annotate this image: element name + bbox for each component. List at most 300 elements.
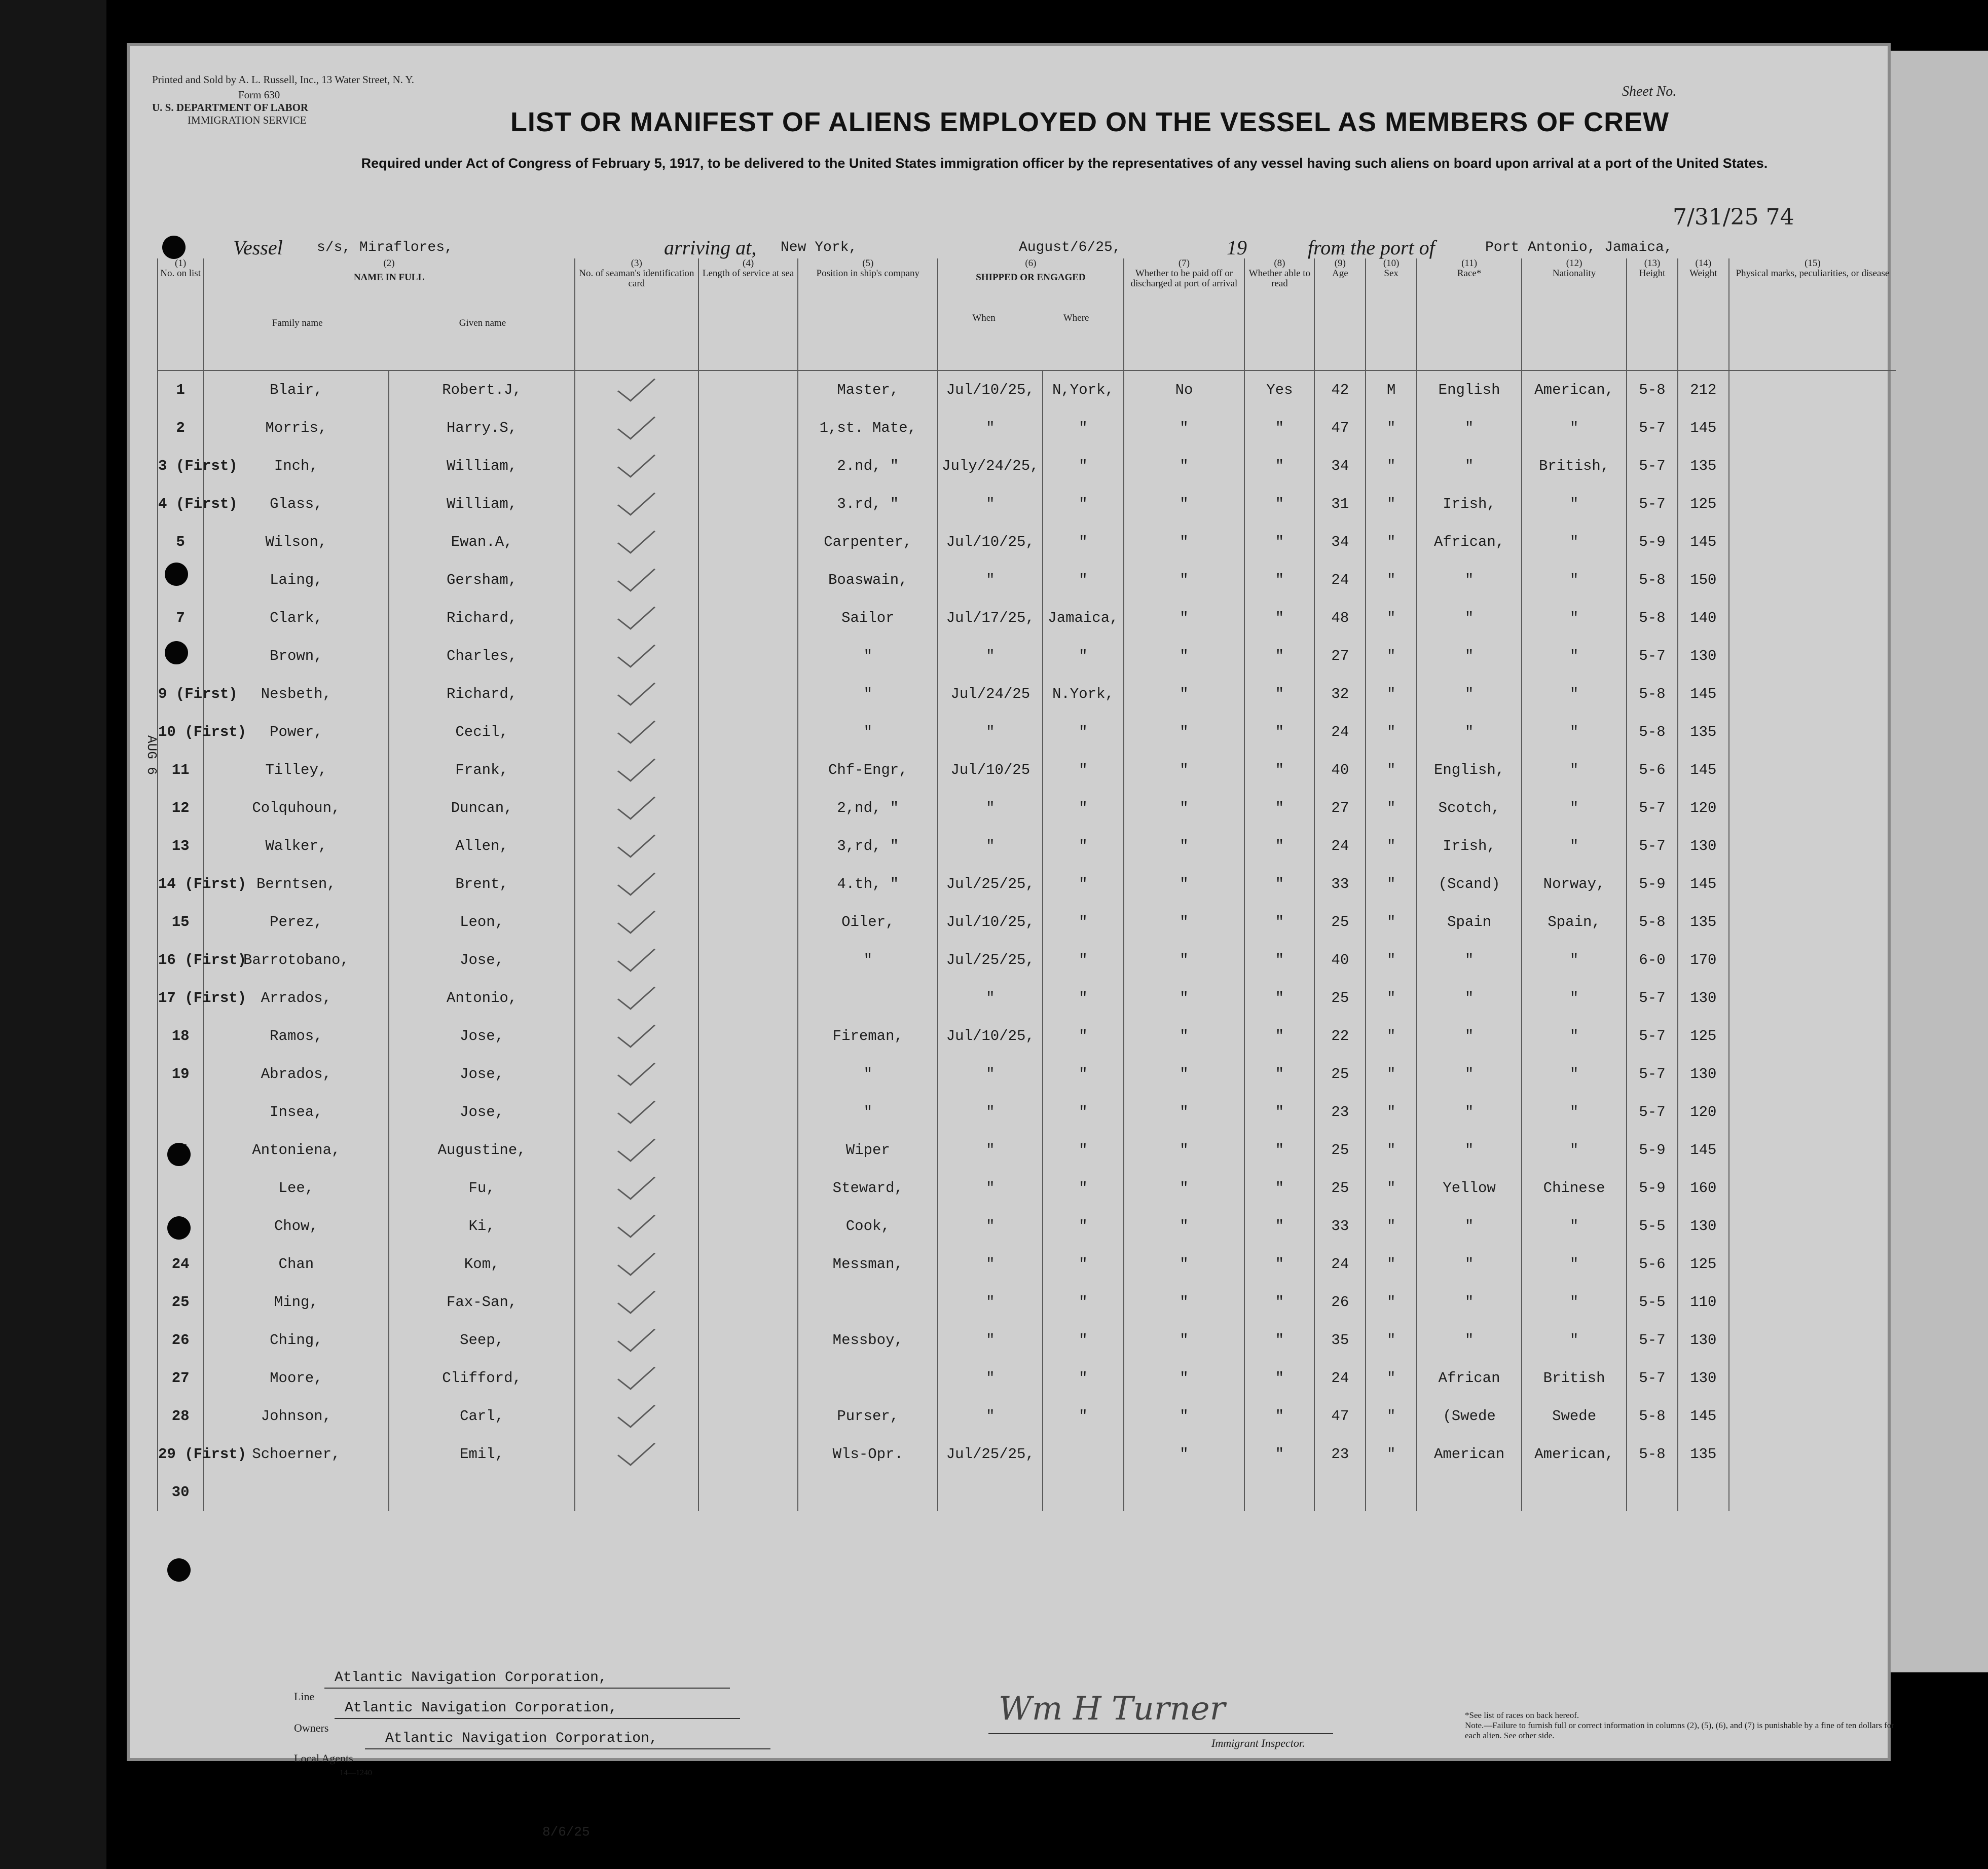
cell-sex: " — [1366, 1397, 1417, 1435]
cell-no: 9 (First) — [158, 675, 203, 713]
inspector-signature: Wm H Turner — [999, 1690, 1226, 1728]
cell-family: Barrotobano, — [203, 941, 389, 979]
cell-age — [1314, 1473, 1366, 1511]
cell-marks — [1729, 1093, 1896, 1131]
cell-nationality: " — [1522, 675, 1627, 713]
cell-no — [158, 1093, 203, 1131]
table-row — [158, 1017, 1896, 1055]
col-header-name: (2) NAME IN FULL Family name Given name — [203, 258, 575, 370]
cell-paid: " — [1124, 789, 1245, 827]
cell-where: " — [1043, 1321, 1123, 1359]
col-header-height: (13) Height — [1627, 258, 1678, 370]
cell-paid: " — [1124, 1435, 1245, 1473]
cell-height: 5-7 — [1627, 485, 1678, 523]
cell-read: " — [1244, 1093, 1314, 1131]
cell-marks — [1729, 485, 1896, 523]
checkmark-icon — [617, 559, 655, 591]
cell-nationality: " — [1522, 523, 1627, 561]
cell-when: Jul/17/25, — [938, 599, 1043, 637]
given-name-header: Given name — [459, 318, 506, 328]
cell-family: Insea, — [203, 1093, 389, 1131]
cell-read: " — [1244, 865, 1314, 903]
department-label: U. S. DEPARTMENT OF LABOR — [152, 101, 309, 114]
cell-given: Jose, — [389, 1017, 574, 1055]
table-row — [158, 561, 1896, 599]
cell-weight: 130 — [1678, 1055, 1729, 1093]
cell-where: " — [1043, 409, 1123, 447]
cell-weight: 145 — [1678, 865, 1729, 903]
cell-race: " — [1417, 1017, 1522, 1055]
cell-weight: 145 — [1678, 1397, 1729, 1435]
cell-check — [575, 1093, 698, 1131]
cell-sex: " — [1366, 1283, 1417, 1321]
cell-weight: 125 — [1678, 1017, 1729, 1055]
inspector-label: Immigrant Inspector. — [1211, 1737, 1305, 1749]
cell-check — [575, 1321, 698, 1359]
cell-sex: " — [1366, 1169, 1417, 1207]
cell-sex: " — [1366, 1093, 1417, 1131]
binder-hole — [165, 641, 188, 664]
checkmark-icon — [617, 1281, 655, 1314]
cell-where: " — [1043, 1359, 1123, 1397]
agents-label: Local Agents — [294, 1752, 353, 1765]
cell-position: Fireman, — [798, 1017, 938, 1055]
cell-service — [698, 1245, 798, 1283]
cell-read: " — [1244, 637, 1314, 675]
checkmark-icon — [617, 407, 655, 439]
cell-position: Wls-Opr. — [798, 1435, 938, 1473]
col-header-no: (1) No. on list — [158, 258, 203, 370]
cell-nationality: " — [1522, 979, 1627, 1017]
cell-given: Leon, — [389, 903, 574, 941]
table-row — [158, 1321, 1896, 1359]
printer-line: Printed and Sold by A. L. Russell, Inc., 13 Water Street, N. Y. — [152, 73, 415, 86]
cell-weight: 135 — [1678, 903, 1729, 941]
cell-family: Glass, — [203, 485, 389, 523]
cell-family: Walker, — [203, 827, 389, 865]
cell-paid: " — [1124, 1131, 1245, 1169]
form-number: Form 630 — [238, 89, 280, 101]
cell-given: Robert.J, — [389, 370, 574, 409]
cell-given: Duncan, — [389, 789, 574, 827]
table-row — [158, 485, 1896, 523]
cell-age: 25 — [1314, 903, 1366, 941]
cell-check — [575, 485, 698, 523]
col-header-paid-off: (7) Whether to be paid off or discharged at port of arrival — [1124, 258, 1245, 370]
checkmark-icon — [617, 1205, 655, 1238]
cell-when — [938, 1473, 1043, 1511]
checkmark-icon — [617, 483, 655, 515]
cell-race: Irish, — [1417, 827, 1522, 865]
cell-position — [798, 1283, 938, 1321]
cell-sex: " — [1366, 1017, 1417, 1055]
cell-read: " — [1244, 1017, 1314, 1055]
cell-sex: " — [1366, 485, 1417, 523]
cell-race: " — [1417, 1207, 1522, 1245]
cell-height: 5-8 — [1627, 599, 1678, 637]
cell-read: " — [1244, 751, 1314, 789]
cell-where: " — [1043, 1131, 1123, 1169]
cell-age: 42 — [1314, 370, 1366, 409]
cell-marks — [1729, 447, 1896, 485]
cell-marks — [1729, 1283, 1896, 1321]
cell-no: 10 (First) — [158, 713, 203, 751]
cell-family: Brown, — [203, 637, 389, 675]
cell-race: " — [1417, 1245, 1522, 1283]
cell-nationality: " — [1522, 751, 1627, 789]
cell-sex: " — [1366, 789, 1417, 827]
cell-race: " — [1417, 561, 1522, 599]
cell-sex: " — [1366, 1131, 1417, 1169]
cell-height: 5-5 — [1627, 1283, 1678, 1321]
cell-paid: " — [1124, 903, 1245, 941]
checkmark-icon — [617, 1167, 655, 1200]
checkmark-icon — [617, 597, 655, 629]
cell-marks — [1729, 1017, 1896, 1055]
cell-given: William, — [389, 485, 574, 523]
cell-race — [1417, 1473, 1522, 1511]
cell-sex: " — [1366, 523, 1417, 561]
cell-no: 29 (First) — [158, 1435, 203, 1473]
table-row — [158, 1283, 1896, 1321]
table-row — [158, 1169, 1896, 1207]
cell-marks — [1729, 1131, 1896, 1169]
cell-marks — [1729, 827, 1896, 865]
cell-paid: " — [1124, 447, 1245, 485]
cell-race: " — [1417, 1055, 1522, 1093]
checkmark-icon — [617, 1129, 655, 1162]
cell-nationality: " — [1522, 1055, 1627, 1093]
cell-sex: " — [1366, 409, 1417, 447]
signature-rule — [988, 1733, 1333, 1734]
cell-nationality: " — [1522, 941, 1627, 979]
manifest-footer — [264, 1655, 1987, 1840]
binder-hole — [162, 236, 186, 259]
cell-given: Augustine, — [389, 1131, 574, 1169]
cell-family: Blair, — [203, 370, 389, 409]
cell-check — [575, 751, 698, 789]
cell-race: " — [1417, 599, 1522, 637]
cell-where — [1043, 1435, 1123, 1473]
cell-height: 6-0 — [1627, 941, 1678, 979]
cell-read: " — [1244, 903, 1314, 941]
cell-paid: " — [1124, 1169, 1245, 1207]
cell-race: " — [1417, 637, 1522, 675]
cell-age: 47 — [1314, 409, 1366, 447]
cell-family: Chow, — [203, 1207, 389, 1245]
cell-where: " — [1043, 561, 1123, 599]
cell-family — [203, 1473, 389, 1511]
agents-rule — [365, 1748, 770, 1749]
owners-rule — [335, 1718, 740, 1719]
cell-when: " — [938, 561, 1043, 599]
cell-sex: " — [1366, 637, 1417, 675]
cell-no: 7 — [158, 599, 203, 637]
cell-position: " — [798, 637, 938, 675]
cell-weight: 170 — [1678, 941, 1729, 979]
cell-given: Seep, — [389, 1321, 574, 1359]
table-row — [158, 713, 1896, 751]
cell-service — [698, 1055, 798, 1093]
crew-table-body — [158, 370, 1896, 1511]
cell-read: " — [1244, 599, 1314, 637]
table-row — [158, 1093, 1896, 1131]
cell-family: Arrados, — [203, 979, 389, 1017]
cell-position: " — [798, 675, 938, 713]
cell-race: English, — [1417, 751, 1522, 789]
cell-weight: 145 — [1678, 409, 1729, 447]
cell-when: " — [938, 1321, 1043, 1359]
cell-check — [575, 1359, 698, 1397]
shipped-when-header: When — [972, 313, 996, 323]
cell-check — [575, 789, 698, 827]
cell-given: Kom, — [389, 1245, 574, 1283]
col-header-age: (9) Age — [1314, 258, 1366, 370]
cell-no: 3 (First) — [158, 447, 203, 485]
cell-weight: 135 — [1678, 713, 1729, 751]
cell-given: Fu, — [389, 1169, 574, 1207]
cell-marks — [1729, 1397, 1896, 1435]
cell-service — [698, 1131, 798, 1169]
cell-height: 5-8 — [1627, 561, 1678, 599]
cell-marks — [1729, 1169, 1896, 1207]
cell-service — [698, 637, 798, 675]
cell-when: " — [938, 637, 1043, 675]
cell-race: " — [1417, 1131, 1522, 1169]
cell-where: " — [1043, 1397, 1123, 1435]
sheet-number-label: Sheet No. — [1622, 84, 1677, 99]
cell-height: 5-8 — [1627, 675, 1678, 713]
cell-check — [575, 941, 698, 979]
stamp-date: 8/6/25 — [542, 1824, 590, 1840]
cell-weight: 130 — [1678, 637, 1729, 675]
cell-weight: 120 — [1678, 789, 1729, 827]
cell-where — [1043, 1473, 1123, 1511]
cell-where: " — [1043, 903, 1123, 941]
cell-nationality: " — [1522, 637, 1627, 675]
cell-check — [575, 979, 698, 1017]
binder-hole — [167, 1216, 191, 1240]
cell-race: Scotch, — [1417, 789, 1522, 827]
cell-family: Perez, — [203, 903, 389, 941]
cell-given: Allen, — [389, 827, 574, 865]
cell-paid: " — [1124, 1321, 1245, 1359]
cell-read: " — [1244, 1321, 1314, 1359]
cell-position: Messman, — [798, 1245, 938, 1283]
cell-family: Johnson, — [203, 1397, 389, 1435]
cell-read: " — [1244, 789, 1314, 827]
cell-age: 24 — [1314, 827, 1366, 865]
cell-nationality: " — [1522, 827, 1627, 865]
cell-no: 18 — [158, 1017, 203, 1055]
cell-check — [575, 1207, 698, 1245]
cell-weight: 125 — [1678, 485, 1729, 523]
cell-service — [698, 485, 798, 523]
cell-nationality: " — [1522, 1321, 1627, 1359]
cell-race: " — [1417, 979, 1522, 1017]
cell-given: Carl, — [389, 1397, 574, 1435]
cell-paid: " — [1124, 1207, 1245, 1245]
cell-weight: 125 — [1678, 1245, 1729, 1283]
family-name-header: Family name — [272, 318, 323, 328]
cell-read — [1244, 1473, 1314, 1511]
checkmark-icon — [617, 1395, 655, 1428]
cell-height: 5-8 — [1627, 1435, 1678, 1473]
cell-nationality: Norway, — [1522, 865, 1627, 903]
cell-when: " — [938, 1207, 1043, 1245]
cell-height: 5-7 — [1627, 789, 1678, 827]
col-header-physical-marks: (15) Physical marks, peculiarities, or disease — [1729, 258, 1896, 370]
cell-read: " — [1244, 1245, 1314, 1283]
document-title: LIST OR MANIFEST OF ALIENS EMPLOYED ON THE VESSEL AS MEMBERS OF CREW — [510, 107, 1670, 137]
line-label: Line — [294, 1690, 315, 1703]
cell-read: Yes — [1244, 370, 1314, 409]
cell-where: " — [1043, 865, 1123, 903]
cell-position: 2.nd, " — [798, 447, 938, 485]
cell-when: " — [938, 1131, 1043, 1169]
cell-no — [158, 1169, 203, 1207]
cell-read: " — [1244, 1397, 1314, 1435]
cell-height: 5-7 — [1627, 409, 1678, 447]
cell-position — [798, 979, 938, 1017]
cell-paid: " — [1124, 599, 1245, 637]
cell-no: 2 — [158, 409, 203, 447]
cell-no: 26 — [158, 1321, 203, 1359]
cell-sex: " — [1366, 751, 1417, 789]
cell-race: English — [1417, 370, 1522, 409]
cell-nationality: " — [1522, 1093, 1627, 1131]
cell-family: Tilley, — [203, 751, 389, 789]
cell-no: 27 — [158, 1359, 203, 1397]
shipped-where-header: Where — [1063, 313, 1089, 323]
cell-weight: 130 — [1678, 827, 1729, 865]
cell-race: " — [1417, 1283, 1522, 1321]
table-row — [158, 1055, 1896, 1093]
footer-form-code: 14—1240 — [340, 1769, 372, 1777]
cell-where: " — [1043, 1055, 1123, 1093]
col-header-nationality: (12) Nationality — [1522, 258, 1627, 370]
cell-sex: " — [1366, 1207, 1417, 1245]
cell-weight — [1678, 1473, 1729, 1511]
cell-nationality: " — [1522, 1283, 1627, 1321]
cell-height: 5-7 — [1627, 637, 1678, 675]
cell-where: " — [1043, 1283, 1123, 1321]
cell-family: Ming, — [203, 1283, 389, 1321]
arriving-port: New York, — [781, 240, 858, 255]
cell-height: 5-8 — [1627, 903, 1678, 941]
cell-marks — [1729, 713, 1896, 751]
cell-service — [698, 827, 798, 865]
col-header-id-card: (3) No. of seaman's identification card — [575, 258, 698, 370]
cell-service — [698, 599, 798, 637]
cell-read: " — [1244, 1055, 1314, 1093]
table-row — [158, 1207, 1896, 1245]
cell-read: " — [1244, 1283, 1314, 1321]
cell-check — [575, 713, 698, 751]
cell-position: Oiler, — [798, 903, 938, 941]
cell-position: Cook, — [798, 1207, 938, 1245]
cell-sex: " — [1366, 941, 1417, 979]
cell-family: Power, — [203, 713, 389, 751]
cell-given: William, — [389, 447, 574, 485]
cell-check — [575, 1169, 698, 1207]
cell-height: 5-9 — [1627, 1169, 1678, 1207]
cell-sex: " — [1366, 1245, 1417, 1283]
cell-height: 5-7 — [1627, 1017, 1678, 1055]
cell-race: Yellow — [1417, 1169, 1522, 1207]
cell-check — [575, 1397, 698, 1435]
cell-marks — [1729, 903, 1896, 941]
cell-weight: 130 — [1678, 1207, 1729, 1245]
cell-age: 23 — [1314, 1093, 1366, 1131]
cell-nationality: " — [1522, 561, 1627, 599]
cell-position: " — [798, 713, 938, 751]
cell-paid: " — [1124, 1245, 1245, 1283]
cell-height: 5-7 — [1627, 1359, 1678, 1397]
binder-hole — [165, 563, 188, 586]
cell-position: 3,rd, " — [798, 827, 938, 865]
cell-when: Jul/10/25, — [938, 903, 1043, 941]
cell-weight: 212 — [1678, 370, 1729, 409]
cell-height: 5-8 — [1627, 1397, 1678, 1435]
cell-check — [575, 865, 698, 903]
cell-age: 24 — [1314, 1245, 1366, 1283]
table-row — [158, 827, 1896, 865]
cell-where: " — [1043, 827, 1123, 865]
cell-read: " — [1244, 523, 1314, 561]
line-value: Atlantic Navigation Corporation, — [335, 1670, 607, 1686]
cell-race: " — [1417, 941, 1522, 979]
table-row — [158, 1435, 1896, 1473]
cell-sex: " — [1366, 599, 1417, 637]
cell-when: " — [938, 789, 1043, 827]
cell-given: Jose, — [389, 941, 574, 979]
cell-no: 14 (First) — [158, 865, 203, 903]
cell-nationality: " — [1522, 1207, 1627, 1245]
cell-given: Frank, — [389, 751, 574, 789]
cell-when: " — [938, 1283, 1043, 1321]
cell-nationality: " — [1522, 485, 1627, 523]
handwritten-reference: 7/31/25 74 — [1673, 204, 1794, 230]
cell-no: 24 — [158, 1245, 203, 1283]
cell-when: " — [938, 827, 1043, 865]
cell-check — [575, 827, 698, 865]
cell-age: 24 — [1314, 561, 1366, 599]
cell-service — [698, 1435, 798, 1473]
cell-sex: " — [1366, 979, 1417, 1017]
cell-nationality: " — [1522, 713, 1627, 751]
cell-family: Clark, — [203, 599, 389, 637]
cell-given: Richard, — [389, 675, 574, 713]
cell-given: Ki, — [389, 1207, 574, 1245]
cell-weight: 145 — [1678, 751, 1729, 789]
cell-when: " — [938, 1169, 1043, 1207]
cell-position: " — [798, 1093, 938, 1131]
cell-check — [575, 1473, 698, 1511]
cell-age: 33 — [1314, 865, 1366, 903]
table-row — [158, 1131, 1896, 1169]
table-row — [158, 447, 1896, 485]
cell-family: Laing, — [203, 561, 389, 599]
cell-given: Jose, — [389, 1055, 574, 1093]
cell-family: Berntsen, — [203, 865, 389, 903]
cell-service — [698, 751, 798, 789]
line-rule — [324, 1688, 730, 1689]
cell-where: " — [1043, 751, 1123, 789]
cell-where: " — [1043, 1245, 1123, 1283]
cell-paid: " — [1124, 675, 1245, 713]
cell-marks — [1729, 789, 1896, 827]
